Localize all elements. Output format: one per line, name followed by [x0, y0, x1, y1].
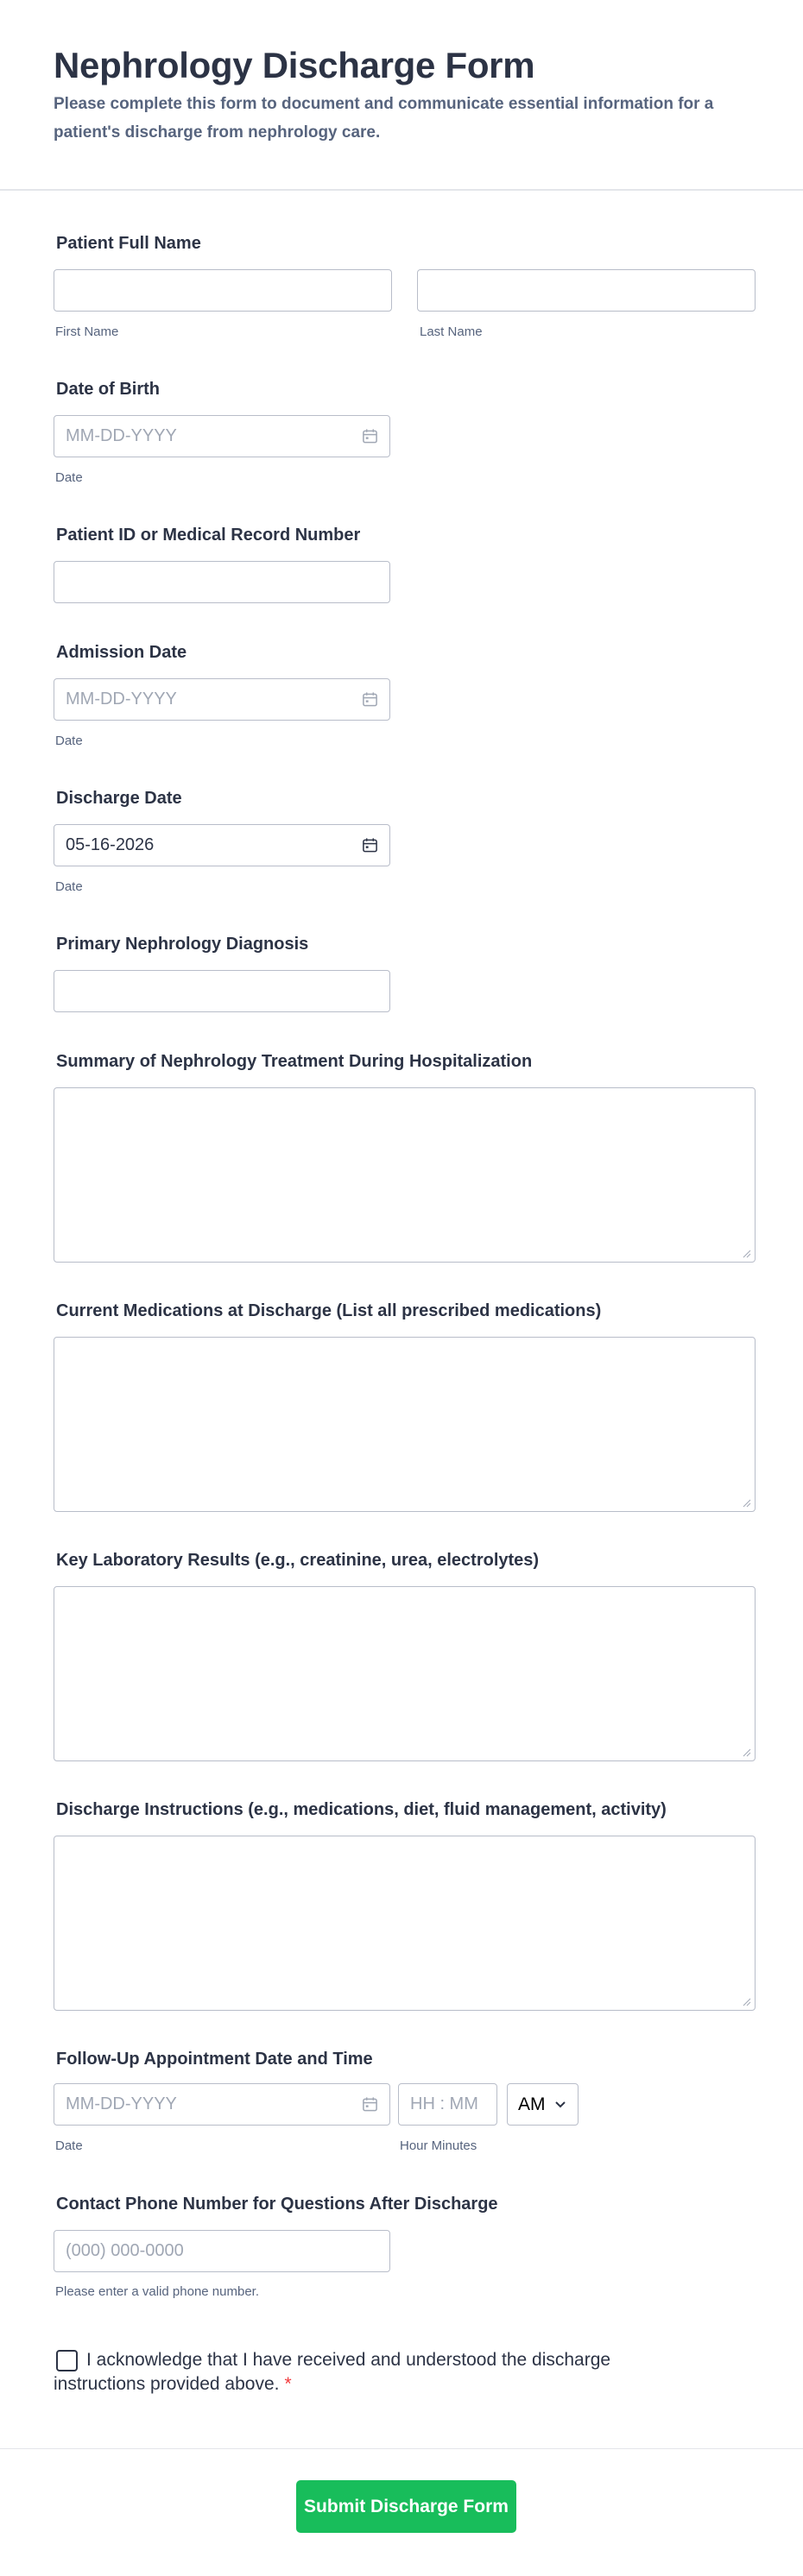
calendar-icon[interactable]: [362, 2096, 378, 2113]
treatment-summary-textarea[interactable]: [54, 1087, 756, 1263]
chevron-down-icon: [554, 2100, 566, 2109]
acknowledge-text: I acknowledge that I have received and understood the discharge instructions provided above.: [54, 2350, 611, 2394]
calendar-icon[interactable]: [362, 837, 378, 853]
diagnosis-input[interactable]: [54, 970, 390, 1012]
last-name-sublabel: Last Name: [420, 324, 483, 339]
footer-divider: [0, 2448, 803, 2449]
required-mark: *: [284, 2374, 292, 2394]
admission-date-sublabel: Date: [55, 734, 83, 748]
lab-results-label: Key Laboratory Results (e.g., creatinine, urea, electrolytes): [56, 1551, 540, 1570]
ampm-select[interactable]: [507, 2083, 579, 2126]
resize-grip-icon[interactable]: [743, 1250, 751, 1258]
form-header: [0, 0, 803, 191]
page-title: Nephrology Discharge Form: [54, 45, 535, 85]
phone-sublabel: Please enter a valid phone number.: [55, 2284, 259, 2299]
calendar-icon[interactable]: [362, 691, 378, 708]
follow-up-time-sublabel: Hour Minutes: [400, 2138, 477, 2153]
lab-results-textarea[interactable]: [54, 1586, 756, 1761]
follow-up-label: Follow-Up Appointment Date and Time: [56, 2050, 373, 2069]
discharge-date-input[interactable]: [54, 824, 390, 866]
discharge-date-label: Discharge Date: [56, 789, 182, 808]
follow-up-date-picker[interactable]: [54, 2083, 390, 2126]
follow-up-date-input[interactable]: [54, 2083, 390, 2126]
last-name-input[interactable]: [417, 269, 756, 312]
first-name-input[interactable]: [54, 269, 392, 312]
phone-label: Contact Phone Number for Questions After Discharge: [56, 2195, 498, 2214]
phone-input[interactable]: [54, 2230, 390, 2272]
admission-date-picker[interactable]: [54, 678, 390, 721]
instructions-label: Discharge Instructions (e.g., medications, diet, fluid management, activity): [56, 1800, 667, 1819]
discharge-date-sublabel: Date: [55, 879, 83, 894]
ampm-value: AM: [518, 2094, 546, 2114]
admission-date-label: Admission Date: [56, 643, 187, 662]
patient-name-label: Patient Full Name: [56, 234, 201, 253]
medications-textarea[interactable]: [54, 1337, 756, 1512]
follow-up-date-sublabel: Date: [55, 2138, 83, 2153]
follow-up-time-input[interactable]: [398, 2083, 497, 2126]
page-subtitle: Please complete this form to document and communicate essential information for a patient's discharge from nephrology care.: [54, 95, 714, 142]
submit-button[interactable]: Submit Discharge Form: [296, 2480, 516, 2533]
acknowledge-label[interactable]: [54, 2348, 658, 2396]
admission-date-input[interactable]: [54, 678, 390, 721]
discharge-date-picker[interactable]: [54, 824, 390, 866]
calendar-icon[interactable]: [362, 428, 378, 444]
resize-grip-icon[interactable]: [743, 1748, 751, 1757]
patient-id-input[interactable]: [54, 561, 390, 603]
dob-label: Date of Birth: [56, 380, 160, 399]
medications-label: Current Medications at Discharge (List all prescribed medications): [56, 1301, 602, 1320]
resize-grip-icon[interactable]: [743, 1998, 751, 2006]
dob-input[interactable]: [54, 415, 390, 457]
instructions-textarea[interactable]: [54, 1836, 756, 2011]
dob-date-picker[interactable]: [54, 415, 390, 457]
dob-sublabel: Date: [55, 470, 83, 485]
diagnosis-label: Primary Nephrology Diagnosis: [56, 935, 309, 954]
first-name-sublabel: First Name: [55, 324, 119, 339]
treatment-summary-label: Summary of Nephrology Treatment During Hospitalization: [56, 1052, 533, 1071]
patient-id-label: Patient ID or Medical Record Number: [56, 526, 361, 545]
resize-grip-icon[interactable]: [743, 1499, 751, 1508]
